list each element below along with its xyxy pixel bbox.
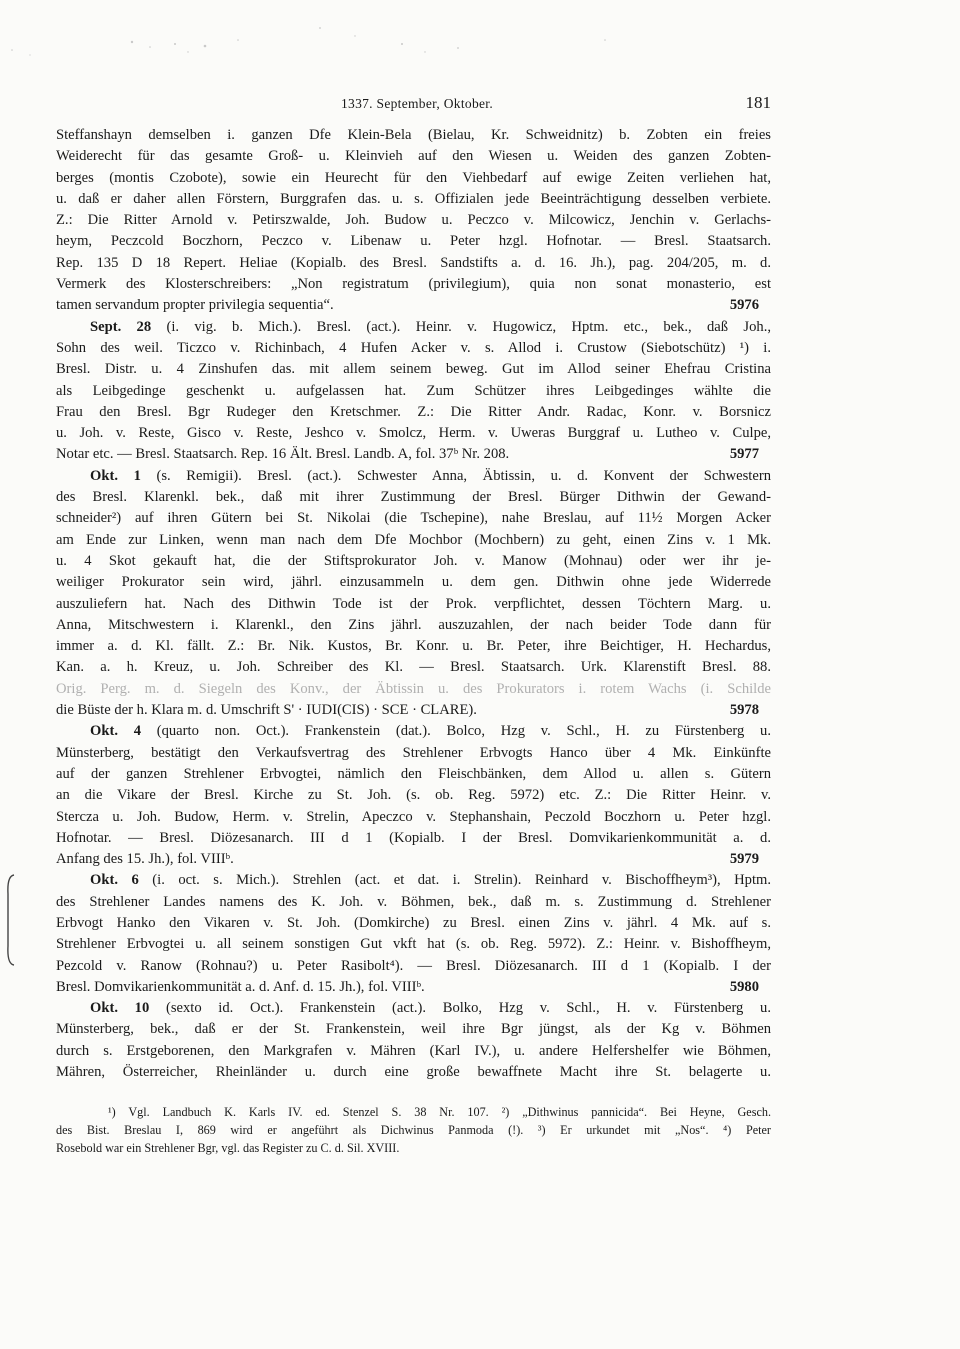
regest-start-line: Okt. 10 (sexto id. Oct.). Frankenstein (act.). Bolko, Hzg v. Schl., H. v. Fürstenberg u. [90,1000,771,1017]
text-line: durch s. Erstgeborenen, den Markgrafen v. Mähren (Karl IV.), u. andere Helfershelfer wie Böhmen, [56,1042,771,1059]
page-number: 181 [745,93,771,112]
text-line: Bresl. Domvikarienkommunität a. d. Anf. d. 15. Jh.), fol. VIIIᵇ. [56,978,425,995]
text-line: tamen servandum propter privilegia sequentia“. [56,297,334,314]
text-line: an die Vikare der Bresl. Kirche zu St. Joh. (s. ob. Reg. 5972) etc. Z.: Die Ritter Heinr. v. [56,787,771,804]
regest-number: 5977 [729,446,759,463]
regest-start-line: Okt. 4 (quarto non. Oct.). Frankenstein (dat.). Bolco, Hzg v. Schl., H. zu Fürstenberg u. [90,723,771,740]
text-line: Anna, Mitschwestern i. Klarenkl., den Zins jährl. auszuzahlen, der nach beider Tode dann für [56,616,771,633]
footnote-line: ¹) Vgl. Landbuch K. Karls IV. ed. Stenzel S. 38 Nr. 107. ²) „Dithwinus pannicida“. Bei Heyne, Gesch. [108,1105,771,1119]
text-line: Z.: Die Ritter Arnold v. Petirszwalde, Joh. Budow u. Peczco v. Milcowicz, Jenchin v. Gerlachs- [56,212,771,229]
text-line: heym, Peczcold Boczhorn, Peczco v. Libenaw u. Peter hzgl. Hofnotar. — Bresl. Staatsarch. [56,233,771,250]
text-line: Hofnotar. — Bresl. Diözesanarch. III d 1 (Kopialb. I der Bresl. Domvikarienkommunität a. d. [56,829,771,846]
regest-date: Okt. 4 [90,723,141,740]
text-line: Bresl. Distr. u. 4 Zinshufen das. mit allem seinem beweg. Gut im Allod seiner Ehefrau Cristina [56,361,771,378]
text-line: Kan. a. h. Kreuz, u. Joh. Schreiber des Kl. — Bresl. Staatsarch. Urk. Klarenstift Bresl. 88. [56,659,771,676]
footnote-line: Rosebold war ein Strehlener Bgr, vgl. das Register zu C. d. Sil. XVIII. [56,1141,400,1155]
regest-start-line: Okt. 1 (s. Remigii). Bresl. (act.). Schwester Anna, Äbtissin, u. d. Konvent der Schwestern [90,467,771,484]
regest-start-line: Okt. 6 (i. oct. s. Mich.). Strehlen (act. et dat. i. Strelin). Reinhard v. Bischoffheym³), Hptm. [90,872,771,889]
text-line: Mähren, Österreicher, Rheinländer u. durch eine große bewaffnete Macht ihre St. belagerte u. [56,1064,771,1081]
text-line: Pezcold v. Ranow (Rohnau?) u. Peter Rasibolt⁴). — Bresl. Diözesanarch. III d 1 (Kopialb. I der [56,957,771,974]
text-line: immer a. d. Kl. fällt. Z.: Br. Nik. Kustos, Br. Konr. u. Br. Peter, ihre Beichtiger, H. Hechardus, [56,638,771,655]
regest-date: Okt. 1 [90,467,141,484]
text-line: als Leibgedinge geschenkt u. aufgelassen hat. Zum Schützer ihres Leibgedinges wählte die [56,382,771,399]
text-line: Vermerk des Klosterschreibers: „Non registratum (privilegium), quia non sonat monasterio, est [56,276,771,293]
body-text [56,125,771,1083]
text-line: Weiderecht für das gesamte Groß- u. Kleinvieh auf den Wiesen u. Weiden des ganzen Zobten- [56,148,771,165]
footnotes [56,1103,771,1157]
text-line: auszuliefern hat. Nach des Dithwin Tode ist der Prok. verpflichtet, dessen Töchtern Marg. u. [56,595,771,612]
text-line: des Bresl. Klarenkl. bek., daß mit ihrer Zustimmung der Bresl. Bürger Dithwin der Gewand- [56,489,771,506]
text-line: Strehlener Erbvogtei u. all seinem sonstigen Gut vkft hat (s. ob. Reg. 5972). Z.: Heinr. v. Bishoffheym, [56,936,771,953]
regest-date: Okt. 6 [90,872,139,889]
text-line: u. daß er daher allen Förstern, Burggrafen das. u. s. Offizialen jede Beeinträchtigung desselben verbiete. [56,190,771,207]
regest-end-line [56,849,771,870]
regest-date: Sept. 28 [90,318,152,335]
regest-end-line [56,444,771,465]
margin-bracket-mark [2,872,18,968]
text-line: auf der ganzen Strehlener Erbvogtei, nämlich den Fleischbänken, dem Allod u. allen s. Gütern [56,765,771,782]
scan-specks [0,0,960,70]
text-line: Notar etc. — Bresl. Staatsarch. Rep. 16 Ält. Bresl. Landb. A, fol. 37ᵇ Nr. 208. [56,446,510,463]
text-line: berges (montis Czobote), sowie ein Heurecht für den Viehbedarf auf ewige Zeiten verliehen hat, [56,169,771,186]
text-line: Sohn des weil. Ticzco v. Richinbach, 4 Hufen Acker v. s. Allod i. Crustow (Siebotschütz) ¹) i. [56,339,771,356]
regest-number: 5976 [729,297,759,314]
text-line: schneider²) auf ihren Gütern bei St. Nikolai (die Tschepine), nahe Breslau, auf 11½ Morgen Acker [56,510,771,527]
running-head: 1337. September, Oktober. [340,96,494,111]
regest-number: 5980 [729,978,759,995]
text-line: u. Joh. v. Reste, Gisco v. Reste, Jeshco v. Smolcz, Herm. v. Uweras Burggraf u. Lutheo v. Culpe, [56,425,771,442]
faded-text-line: Orig. Perg. m. d. Siegeln des Konv., der Äbtissin u. des Prokurators i. rotem Wachs (i. Schilde [56,680,771,697]
regest-number: 5979 [729,851,759,868]
text-line: Steffanshayn demselben i. ganzen Dfe Klein-Bela (Bielau, Kr. Schweidnitz) b. Zobten ein freies [56,127,771,143]
text-line: des Strehlener Landes namens des K. Joh. v. Böhmen, bek., daß m. s. Zustimmung d. Strehlener [56,893,771,910]
page-header [63,93,771,117]
text-line: u. 4 Skot gekauft hat, die der Stiftsprokurator Joh. v. Manow (Mohnau) oder wer ihr je- [56,552,771,569]
regest-end-line [56,977,771,998]
regest-end-line [56,295,771,316]
regest-start-line: Sept. 28 (i. vig. b. Mich.). Bresl. (act.). Heinr. v. Hugowicz, Hptm. etc., bek., daß Joh., [90,318,771,335]
footnote-line: des Bist. Breslau I, 869 wird er angeführt als Dichwinus Panmoda (!). ³) Er urkundet mit „Nos“. ⁴) Peter [56,1123,771,1137]
regest-date: Okt. 10 [90,1000,150,1017]
text-line: weiliger Prokurator sein wird, jährl. einzusammeln u. dem gen. Dithwin ohne jede Widerrede [56,574,771,591]
text-line: Münsterberg, bek., daß er der St. Frankenstein, weil ihre Bgr jüngst, als der Kg v. Böhmen [56,1021,771,1038]
regest-number: 5978 [729,702,759,719]
text-line: Rep. 135 D 18 Repert. Heliae (Kopialb. des Bresl. Sandstifts a. d. 16. Jh.), pag. 204/205, m. d. [56,254,771,271]
text-line: Stercza u. Joh. Budow, Herm. v. Strelin, Apeczco v. Stephanshain, Peczold Boczhorn u. Peter hzgl. [56,808,771,825]
text-line: Frau den Bresl. Bgr Rudeger den Kretschmer. Z.: Die Ritter Andr. Radac, Konr. v. Borsnicz [56,403,771,420]
text-line: Münsterberg, bestätigt den Verkaufsvertrag des Strehlener Erbvogts Hanco über 4 Mk. Einkünfte [56,744,771,761]
text-line: Anfang des 15. Jh.), fol. VIIIᵇ. [56,851,234,868]
text-line: am Ende zur Linken, wenn man nach dem Dfe Mochbor (Mochbern) zu geht, einen Zins v. 1 Mk. [56,531,771,548]
text-line: Erbvogt Hanko den Vikaren v. St. Joh. (Domkirche) zu Bresl. einen Zins v. jährl. 4 Mk. auf s. [56,914,771,931]
text-line: die Büste der h. Klara m. d. Umschrift S' · IUDI(CIS) · SCE · CLARE). [56,702,477,719]
regest-end-line [56,700,771,721]
